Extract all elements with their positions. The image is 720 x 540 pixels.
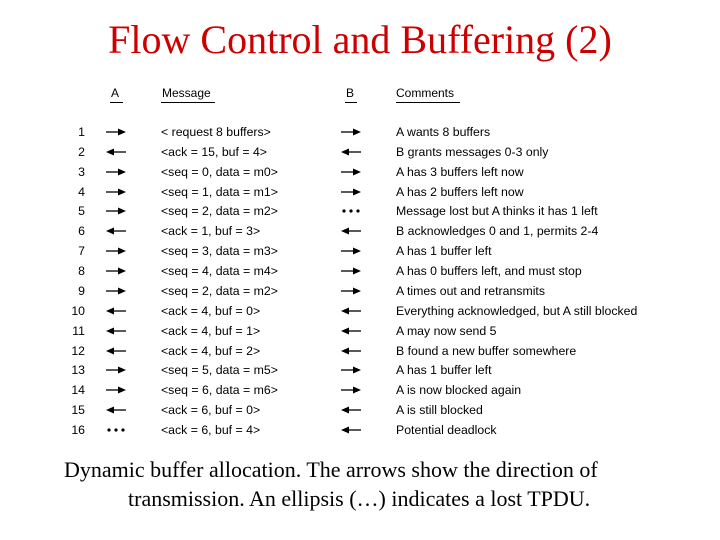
row-number: 3 [78, 164, 85, 179]
comment-text: B acknowledges 0 and 1, permits 2-4 [396, 224, 599, 239]
comment-text: A is now blocked again [396, 383, 522, 398]
row-number: 2 [78, 144, 85, 159]
comment-text: A wants 8 buffers [396, 125, 491, 139]
arrow-right-icon [105, 384, 127, 396]
header-underline-a [110, 102, 123, 103]
table-row [0, 241, 720, 261]
header-underline-b [345, 102, 357, 103]
figure-caption [0, 455, 720, 513]
lost-message-ellipsis-a [105, 424, 127, 436]
column-header-a: A [111, 86, 120, 100]
message-text: <seq = 1, data = m1> [161, 184, 278, 199]
comment-text: Potential deadlock [396, 423, 497, 438]
message-text: < request 8 buffers> [161, 125, 271, 139]
arrow-right-icon [105, 205, 127, 217]
arrow-left-icon [340, 146, 362, 158]
arrow-right-icon [340, 186, 362, 198]
comment-text: B grants messages 0-3 only [396, 144, 549, 159]
arrow-right-icon [340, 245, 362, 257]
arrow-left-icon [105, 404, 127, 416]
comment-text: A times out and retransmits [396, 283, 545, 298]
comment-text: A is still blocked [396, 403, 483, 418]
message-text: <seq = 3, data = m3> [161, 244, 278, 259]
table-row [0, 182, 720, 202]
table-row [0, 380, 720, 400]
arrow-right-icon [105, 166, 127, 178]
arrow-right-icon [340, 364, 362, 376]
message-text: <ack = 4, buf = 1> [161, 323, 261, 338]
message-text: <seq = 5, data = m5> [161, 363, 278, 378]
table-row [0, 360, 720, 380]
row-number: 13 [71, 363, 85, 378]
arrow-right-icon [340, 265, 362, 277]
column-header-message: Message [162, 86, 211, 100]
arrow-left-icon [340, 424, 362, 436]
message-text: <seq = 4, data = m4> [161, 264, 278, 279]
header-underline-comments [396, 102, 460, 103]
comment-text: Everything acknowledged, but A still blocked [396, 303, 638, 318]
message-text: <seq = 0, data = m0> [161, 164, 278, 179]
arrow-right-icon [340, 384, 362, 396]
table-row [0, 122, 720, 142]
arrow-right-icon [105, 126, 127, 138]
row-number: 8 [78, 264, 85, 279]
arrow-right-icon [105, 186, 127, 198]
arrow-left-icon [340, 404, 362, 416]
table-row [0, 142, 720, 162]
message-text: <ack = 4, buf = 2> [161, 343, 261, 358]
row-number: 14 [71, 383, 85, 398]
comment-text: A may now send 5 [396, 323, 497, 338]
message-text: <seq = 6, data = m6> [161, 383, 278, 398]
message-text: <seq = 2, data = m2> [161, 283, 278, 298]
comment-text: B found a new buffer somewhere [396, 343, 577, 358]
arrow-left-icon [105, 345, 127, 357]
arrow-left-icon [105, 325, 127, 337]
arrow-left-icon [105, 146, 127, 158]
table-row [0, 420, 720, 440]
arrow-right-icon [105, 285, 127, 297]
comment-text: A has 1 buffer left [396, 363, 492, 378]
table-row [0, 221, 720, 241]
arrow-right-icon [105, 265, 127, 277]
message-text: <seq = 2, data = m2> [161, 204, 278, 219]
row-number: 15 [71, 403, 85, 418]
table-row [0, 400, 720, 420]
table-row [0, 281, 720, 301]
message-text: <ack = 6, buf = 4> [161, 423, 261, 438]
arrow-right-icon [340, 285, 362, 297]
table-row [0, 301, 720, 321]
table-row [0, 162, 720, 182]
row-number: 12 [71, 343, 85, 358]
column-header-b: B [346, 86, 355, 100]
arrow-left-icon [340, 325, 362, 337]
row-number: 9 [78, 283, 85, 298]
column-header-comments: Comments [396, 86, 455, 100]
row-number: 16 [71, 423, 85, 438]
table-row [0, 261, 720, 281]
row-number: 5 [78, 204, 85, 219]
row-number: 1 [78, 125, 85, 139]
arrow-right-icon [105, 245, 127, 257]
table-row [0, 321, 720, 341]
comment-text: A has 2 buffers left now [396, 184, 524, 199]
caption-line-1: Dynamic buffer allocation. The arrows show the direction of [64, 457, 598, 482]
arrow-left-icon [340, 225, 362, 237]
comment-text: A has 0 buffers left, and must stop [396, 264, 582, 279]
comment-text: A has 1 buffer left [396, 244, 492, 259]
message-text: <ack = 4, buf = 0> [161, 303, 261, 318]
row-number: 11 [72, 323, 85, 338]
arrow-left-icon [340, 345, 362, 357]
arrow-right-icon [340, 166, 362, 178]
comment-text: A has 3 buffers left now [396, 164, 524, 179]
slide-title: Flow Control and Buffering (2) [108, 17, 612, 62]
row-number: 4 [78, 184, 85, 199]
row-number: 6 [78, 224, 85, 239]
caption-line-2: transmission. An ellipsis (…) indicates a lost TPDU. [128, 486, 591, 511]
arrow-right-icon [105, 364, 127, 376]
comment-text: Message lost but A thinks it has 1 left [396, 204, 598, 219]
row-number: 7 [78, 244, 85, 259]
message-text: <ack = 15, buf = 4> [161, 144, 267, 159]
message-text: <ack = 6, buf = 0> [161, 403, 261, 418]
table-row [0, 201, 720, 221]
row-number: 10 [71, 303, 85, 318]
lost-message-ellipsis-b [340, 205, 362, 217]
arrow-left-icon [105, 225, 127, 237]
header-underline-message [161, 102, 215, 103]
arrow-right-icon [340, 126, 362, 138]
arrow-left-icon [340, 305, 362, 317]
arrow-left-icon [105, 305, 127, 317]
table-row [0, 341, 720, 361]
message-text: <ack = 1, buf = 3> [161, 224, 261, 239]
